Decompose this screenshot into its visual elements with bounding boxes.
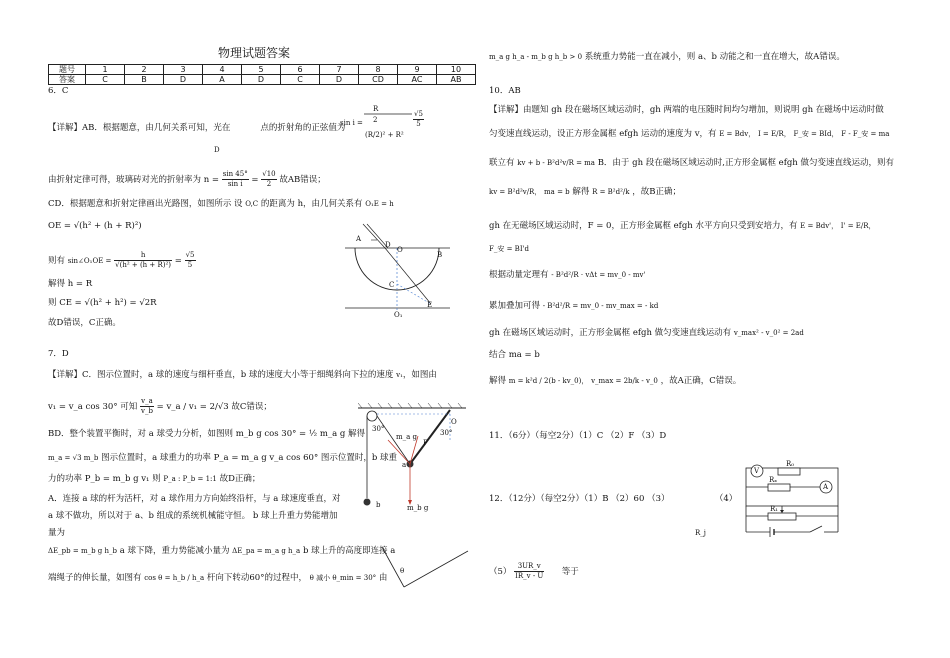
text: 5 [416,120,421,128]
q7-line3 [48,429,365,440]
q7-line4 [48,453,397,464]
text: m_a = √3 m_b [48,454,99,462]
table-cell: 4 [203,65,242,75]
text: 根据动量定理有 [489,270,549,280]
text: gh 在磁场区域运动时，正方形金属框 efgh 做匀变速直线运动有 [489,328,732,338]
table-cell: C [86,75,125,85]
text: 杆向下转动60°的过程中， [206,573,307,583]
text: = v_a / v₁ = 2/√3 [156,402,229,412]
table-cell: 5 [242,65,281,75]
table-cell: 题号 [49,65,86,75]
text: v_max = 2b/k - v_0 [591,377,658,385]
q7-line1 [48,370,437,381]
text: （5） [489,567,512,577]
text: O₁E = h [365,200,394,208]
q6-frac-r: R [373,105,379,113]
q10-line11 [489,376,741,387]
q12-part5 [489,562,579,581]
table-cell: D [164,75,203,85]
text: F - F_安 = ma [841,130,890,138]
frac [514,562,544,581]
text: 的距离为 [260,199,295,209]
q6-line7 [48,298,157,309]
q10-line3 [489,158,894,169]
q10-line5 [489,221,876,232]
text: 2 [266,180,272,188]
q6-frac-den: (R/2)² + R² [365,131,404,139]
text: R = B²d²/k [592,188,630,196]
text: 由折射定律可得，玻璃砖对光的折射率为 [48,175,202,185]
text: E = Bdv， [719,130,756,138]
text: 累加叠加可得 [489,301,541,311]
text: - B²d²/R = mv_0 - mv_max = - kd [542,302,659,310]
text: P_b = m_b g v₁ [84,474,150,484]
q7-line5 [48,474,260,485]
q6-line6: 解得 h = R [48,279,93,289]
fig6-label-b: B [437,251,443,259]
text: 点的折射角的正弦值为 [260,123,346,133]
text: 力的功率 [48,474,83,484]
text: 则 [152,474,161,484]
text: CE = √(h² + h²) = √2R [59,298,157,308]
fig7-b: b [376,501,381,509]
q6-line3 [48,199,394,210]
q10-line7 [489,270,645,281]
q6-point-d: D [214,146,220,154]
q10-line4 [489,187,681,198]
table-cell: 7 [320,65,359,75]
q10-line6: F_安 = BI'd [489,245,529,253]
text: sin i [227,180,243,188]
circuit-v: V [754,467,760,475]
text: ，故A正确，C错误。 [660,376,742,386]
ray-refracted [385,248,431,304]
table-cell: 3 [164,65,203,75]
table-cell: D [320,75,359,85]
text: v_a [141,397,153,405]
q7-line2 [48,397,272,416]
q7-line6: A．连接 a 球的杆为活杆，对 a 球作用力方向始终沿杆，与 a 球速度垂直，对 [48,494,341,504]
text: θ 减小 θ_min = 30° [309,574,377,582]
table-cell: 10 [437,65,476,75]
table-row [49,65,476,75]
q7-line10 [48,573,387,584]
text: ma = b [544,188,570,196]
text: √(h² + (h + R)²) [115,261,172,269]
fig7-mbg: m_b g [407,504,429,512]
text: m_a g h_a - m_b g h_b > 0 [489,53,583,61]
text: 则 [48,298,57,308]
text: P_a = m_a g v_a cos 60° [213,453,319,463]
text: m_b g cos 30° = ½ m_a g [235,429,346,439]
text: sin 45° [222,170,248,178]
table-cell: 9 [398,65,437,75]
fig7b-theta: θ [400,567,405,575]
q6-line8: 故D错误，C正确。 [48,318,121,328]
text: I' = E/R， [840,222,876,230]
text: 则有 [48,256,66,266]
q7-heading: 7．D [48,349,69,359]
text: v₁ [396,371,403,379]
table-cell: 答案 [49,75,86,85]
text: CD．根据题意和折射定律画出光路图，如图所示 设 [48,199,243,209]
frac [185,251,196,270]
q6-line2: 由折射定律可得，玻璃砖对光的折射率为 n = $\frac{\sin 45^\circ}{\text{sin i}}$ = $\frac{√10}{2}$ 故AB错误； [48,170,326,188]
table-cell: CD [359,75,398,85]
text: F_安 = BId， [793,130,839,138]
q6-heading: 6．C [48,86,69,96]
pulley [367,411,377,421]
text: 解得 [572,187,590,197]
text: v_b [141,407,153,415]
text: 端绳子的伸长量，如图有 [48,573,142,583]
q10-line9 [489,328,804,339]
text: a 球下降，重力势能减小量为 [119,546,230,556]
text: 由 [378,573,388,583]
text: 图示位置时，a 球重力的功率 [101,453,211,463]
cont-line [489,52,845,63]
q7-line7: a 球不做功，所以对于 a、b 组成的系统机械能守恒。 b 球上升重力势能增加 [48,511,338,521]
text: sin∠O₁OE = [67,257,112,265]
text: 解得 [348,429,366,439]
fig6-label-c: C [389,281,395,289]
fig6-label-o1: O₁ [394,311,403,319]
table-cell: A [203,75,242,85]
fig7-deg30a: 30° [372,425,385,433]
text: 【详解】AB．根据题意，由几何关系可知，光在 [48,123,231,133]
text: - B²d²/R · vΔt = mv_0 - mv' [551,271,646,279]
text: I = E/R， [757,130,791,138]
q10-line1: 【详解】由题知 gh 段在磁场区域运动时，gh 两端的电压随时间均匀增加，则说明 gh 在磁场中运动时做 [489,105,884,115]
text: b 球上升的高度即连接 a [302,546,396,556]
text: BD．整个装置平衡时，对 a 球受力分析，如图则 [48,429,234,439]
q12-rj: R_j [695,529,706,537]
text: 故C错误； [231,402,272,412]
q6-sini: sin i = [340,119,363,127]
q10-heading: 10．AB [489,86,521,96]
q6-line4: OE = √(h² + (h + R)²) [48,221,142,231]
text: kv + b - B²d²v/R = ma [517,159,595,167]
text: （4） [714,494,738,504]
fig7-deg30b: 30° [440,429,453,437]
text: IR_v - U [515,572,544,580]
table-cell: D [242,75,281,85]
answer-table [48,64,476,85]
fig7-f: F [423,439,428,447]
page-title: 物理试题答案 [218,46,291,60]
fig7-o: O [451,418,457,426]
fig6-label-e: E [427,301,433,309]
frac [140,397,154,416]
circuit-r1: R₁ [770,505,779,513]
text: √5 [414,110,423,118]
fig6-label-o: O [397,246,403,254]
text: 故AB错误； [279,175,326,185]
text: ΔE_pa = m_a g h_a [232,547,301,555]
switch [810,526,822,532]
text: O,C [245,200,259,208]
text: cos θ = h_b / h_a [144,574,205,582]
q7-line9 [48,546,395,557]
q12-line1 [489,494,737,505]
q6-line5 [48,251,196,270]
table-cell: 1 [86,65,125,75]
text: 图示位置时，b 球重 [320,453,398,463]
text: E = Bdv'， [800,222,839,230]
text: n = [203,175,220,185]
text: 系统重力势能一直在减小，则 a、b 动能之和一直在增大，故A错误。 [584,52,845,62]
text: h，由几何关系有 [297,199,363,209]
text: 联立有 [489,158,515,168]
text: 5 [187,261,193,269]
text: kv = B²d²v/R， [489,188,542,196]
tension [388,440,410,464]
text: 解得 [489,376,507,386]
q7-angle-figure [378,545,473,595]
q7-line8: 量为 [48,528,66,538]
table-cell: B [125,75,164,85]
q10-line2 [489,129,889,140]
text: 匀变速直线运动，设正方形金属框 efgh 运动的速度为 v，有 [489,129,717,139]
table-row [49,75,476,85]
frac [261,170,276,189]
text: m = k²d / 2(b - kv_0)， [508,377,589,385]
frac [222,170,249,189]
ball-b [364,499,371,506]
fig6-label-a: A [356,235,362,243]
q10-line8 [489,301,658,312]
q11-answer: 11．（6分）（每空2分）（1）C （2）F （3）D [489,431,667,441]
text: ，如图由 [402,370,437,380]
text: √10 [262,170,276,178]
text: 12．（12分）（每空2分）（1）B （2）60 （3） [489,494,670,504]
text: 3UR_v [514,562,544,572]
q6-line1 [48,123,345,134]
text: = [174,256,182,266]
fig7-a: a [402,461,407,469]
text: ΔE_pb = m_b g h_b [48,547,117,555]
q6-value-fraction [413,110,424,129]
text: P_a : P_b = 1:1 [163,475,217,483]
table-cell: 2 [125,65,164,75]
fig6-label-d: D [385,241,391,249]
q6-optics-figure [345,220,455,322]
text: 故D正确； [219,474,261,484]
ray-incident [363,224,385,248]
text: v_max² - v_0² = 2ad [733,329,804,337]
q6-fraction-bar [362,113,414,133]
frac [114,251,172,270]
circuit-a: A [823,483,829,491]
q10-line10: 结合 ma = b [489,350,540,360]
text: gh 在无磁场区域运动时，F = 0，正方形金属框 efgh 水平方向只受到安培力，有 [489,221,798,231]
table-cell: AB [437,75,476,85]
q6-frac-2: 2 [373,116,378,124]
text: h [114,251,172,261]
table-cell: 8 [359,65,398,75]
table-cell: 6 [281,65,320,75]
text: ，故B正确； [632,187,681,197]
text: 等于 [561,567,579,577]
circuit-rx: Rₓ [769,476,778,484]
text: √5 [185,251,195,259]
table-cell: C [281,75,320,85]
text: v₁ = v_a cos 30° [48,402,118,412]
circuit-r0: R₀ [786,460,795,468]
table-cell: AC [398,75,437,85]
text: 可知 [120,402,138,412]
fig7-mag: m_a g [396,433,418,441]
text: B．由于 gh 段在磁场区域运动时,正方形金属框 efgh 做匀变速直线运动，则有 [597,158,894,168]
text: 【详解】C．图示位置时，a 球的速度与细杆垂直，b 球的速度大小等于细绳斜向下拉的速度 [48,370,394,380]
